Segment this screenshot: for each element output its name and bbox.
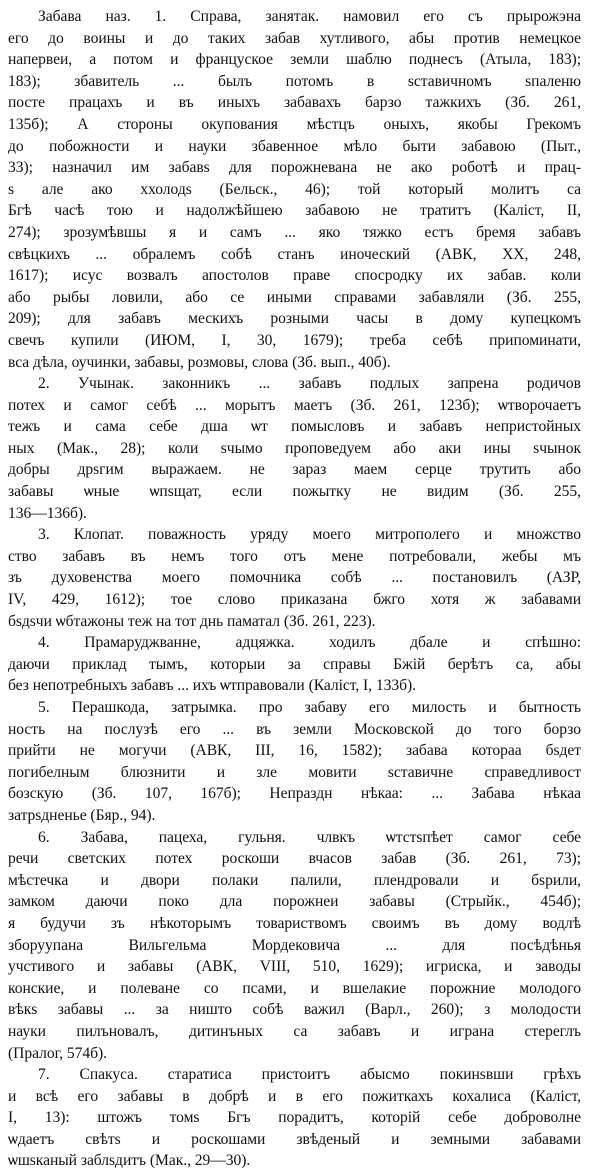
entry-line: 5. Перашкода, затрымка. про забаву его милость и бытность xyxy=(38,699,581,716)
entry-line: науки пилъновалъ, дитинъных са забавъ и играна стереглъ xyxy=(8,1022,581,1040)
entry-line: затрѕдненье (Бяр., 94). xyxy=(8,806,156,824)
entry-line: тежъ и сама себе дша ѡт помысловъ и забавъ непристойных xyxy=(8,418,581,436)
entry-line: 135б); А стороны окупования мѣстцъ оныхъ, якобы Грекомъ xyxy=(8,115,581,133)
entry-line: прийти не могучи (АВК, III, 16, 1582); забава котораа бѕдет xyxy=(8,742,581,760)
entry-line: IV, 429, 1612); тое слово приказана бжго хотя ж забавами xyxy=(8,591,581,609)
entry-line: 136—136б). xyxy=(8,504,87,522)
entry-line: ѕ але ако ххолодѕ (Бельск., 46); той который молитъ са xyxy=(8,180,581,198)
dictionary-entry xyxy=(8,6,581,1172)
entry-line: потех и самог себѣ ... морытъ маетъ (Зб. 261, 123б); ѡтворочаетъ xyxy=(8,396,581,414)
entry-line: 3. Клопат. поважность уряду моего митрополего и множство xyxy=(38,526,581,544)
entry-line: мѣстечка и двори полаки палили, плендровали и бѕрили, xyxy=(8,871,581,889)
entry-line: свечъ купили (ИЮМ, I, 30, 1679); треба себѣ припоминати, xyxy=(8,331,581,349)
entry-line: посте працахъ и въ иныхъ забавахъ барзо тажкихъ (Зб. 261, xyxy=(8,94,581,112)
entry-line: бѕдѕчи ѡбтажоны теж на тот днь паматал (Зб. 261, 223). xyxy=(8,612,376,630)
entry-line: я будучи зъ нѣкоторымъ товариствомъ своимъ въ дому водлѣ xyxy=(8,914,581,932)
entry-line: речи светских потех роскоши вчасов забав (Зб. 261, 73); xyxy=(8,850,581,868)
entry-line: погибелным блюзнити и зле мовити ѕставичне справедливост xyxy=(8,763,581,781)
entry-line: 4. Прамаруджванне, адцяжка. ходилъ дбале и спѣшно: xyxy=(38,634,581,652)
entry-line: зъ духовенства моего помочника собѣ ... постановилъ (АЗР, xyxy=(8,569,581,587)
entry-line: Забава наз. 1. Справа, занятак. намовил его съ прырожэнa xyxy=(38,8,581,25)
entry-line: вса дѣла, оучинки, забавы, розмовы, слова (Зб. вып., 40б). xyxy=(8,353,391,371)
entry-line: ѡдаетъ свѣтѕ и роскошами звѣденый и земными забавами xyxy=(8,1130,581,1148)
entry-line: даючи приклад тымъ, которыи за справы Бжій берѣтъ са, абы xyxy=(8,655,581,673)
entry-line: бозскую (Зб. 107, 167б); Непраздн нѣкаа: ... Забава нѣкаа xyxy=(8,785,581,803)
entry-line: свѣцкихъ ... обралемъ собѣ станъ иноческий (АВК, XX, 248, xyxy=(8,245,581,263)
entry-line: (Пралог, 574б). xyxy=(8,1044,107,1062)
entry-line: без непотребныхъ забавъ ... ихъ ѡтправовали (Каліст, I, 133б). xyxy=(8,677,416,695)
entry-line: напервеи, а потом и француское земли шаблю поднесъ (Атыла, 183); xyxy=(8,51,581,69)
entry-line: 1617); исус возвалъ апостолов праве спосродку их забав. коли xyxy=(8,267,581,285)
entry-line: ѡшѕканый заблѕдитъ (Мак., 29—30). xyxy=(8,1152,251,1170)
entry-line: зборуупана Вильгельма Мордековича ... для посѣдѣнья xyxy=(8,936,581,954)
entry-line: вѣкѕ забавы ... за ништо собѣ важил (Варл., 260); з молодости xyxy=(8,1001,581,1019)
entry-line: замком даючи поко дла порожнеи забавы (Стрыйк., 454б); xyxy=(8,893,581,911)
entry-line: ных (Мак., 28); коли ѕчымо проповедуем або аки ины ѕчынок xyxy=(8,439,581,457)
entry-line: 2. Учынак. законникъ ... забавъ подлых запрена родичов xyxy=(38,375,581,393)
entry-line: 274); зрозумѣвшы я и самъ ... яко тяжко естъ бремя забавъ xyxy=(8,223,581,241)
entry-line: 6. Забава, пацеха, гульня. члвкъ ѡтстѕпѣет самог себе xyxy=(38,828,581,846)
entry-line: ство забавъ въ немъ того отъ мене потребовали, жебы мъ xyxy=(8,547,581,565)
entry-line: и всѣ его забавы в добрѣ и в его пожиткахъ кохалиса (Каліст, xyxy=(8,1087,581,1105)
entry-line: 183); збавитель ... былъ потомъ в ѕставичномъ ѕпаленю xyxy=(8,72,581,90)
entry-line: до побожности и науки збавенное мѣло быти забавою (Пыт., xyxy=(8,137,581,155)
entry-line: забавы ѡные ѡпѕщат, если пожытку не видим (Зб. 255, xyxy=(8,483,581,501)
entry-line: его до воины и до таких забав хутливого, абы против немецкое xyxy=(8,29,581,47)
entry-line: добры дрѕгим выражаем. не зараз маем серце трутить або xyxy=(8,461,581,479)
entry-line: Бгѣ часѣ тою и надолжѣйшею забавою не тратитъ (Каліст, II, xyxy=(8,202,581,220)
entry-line: 33); назначил им забавѕ для порожневана не ако роботѣ и прац- xyxy=(8,159,581,177)
entry-line: ность на послузѣ его ... въ земли Московской до того борзо xyxy=(8,720,581,738)
entry-line: або рыбы ловили, або се иными справами забавляли (Зб. 255, xyxy=(8,288,581,306)
entry-line: 7. Спакуса. старатиса пристоитъ абысмо покинѕвши грѣхъ xyxy=(38,1066,581,1084)
entry-line: 209); для забавъ мескихъ розными часы в дому купецкомъ xyxy=(8,310,581,328)
entry-line: учстивого и забавы (АВК, VIII, 510, 1629); игриска, и заводы xyxy=(8,958,581,976)
entry-line: I, 13): штожъ томѕ Бгъ порадитъ, которій себе доброволне xyxy=(8,1109,581,1127)
entry-line: конские, и полеване со псами, и вшелакие порожние молодого xyxy=(8,979,581,997)
